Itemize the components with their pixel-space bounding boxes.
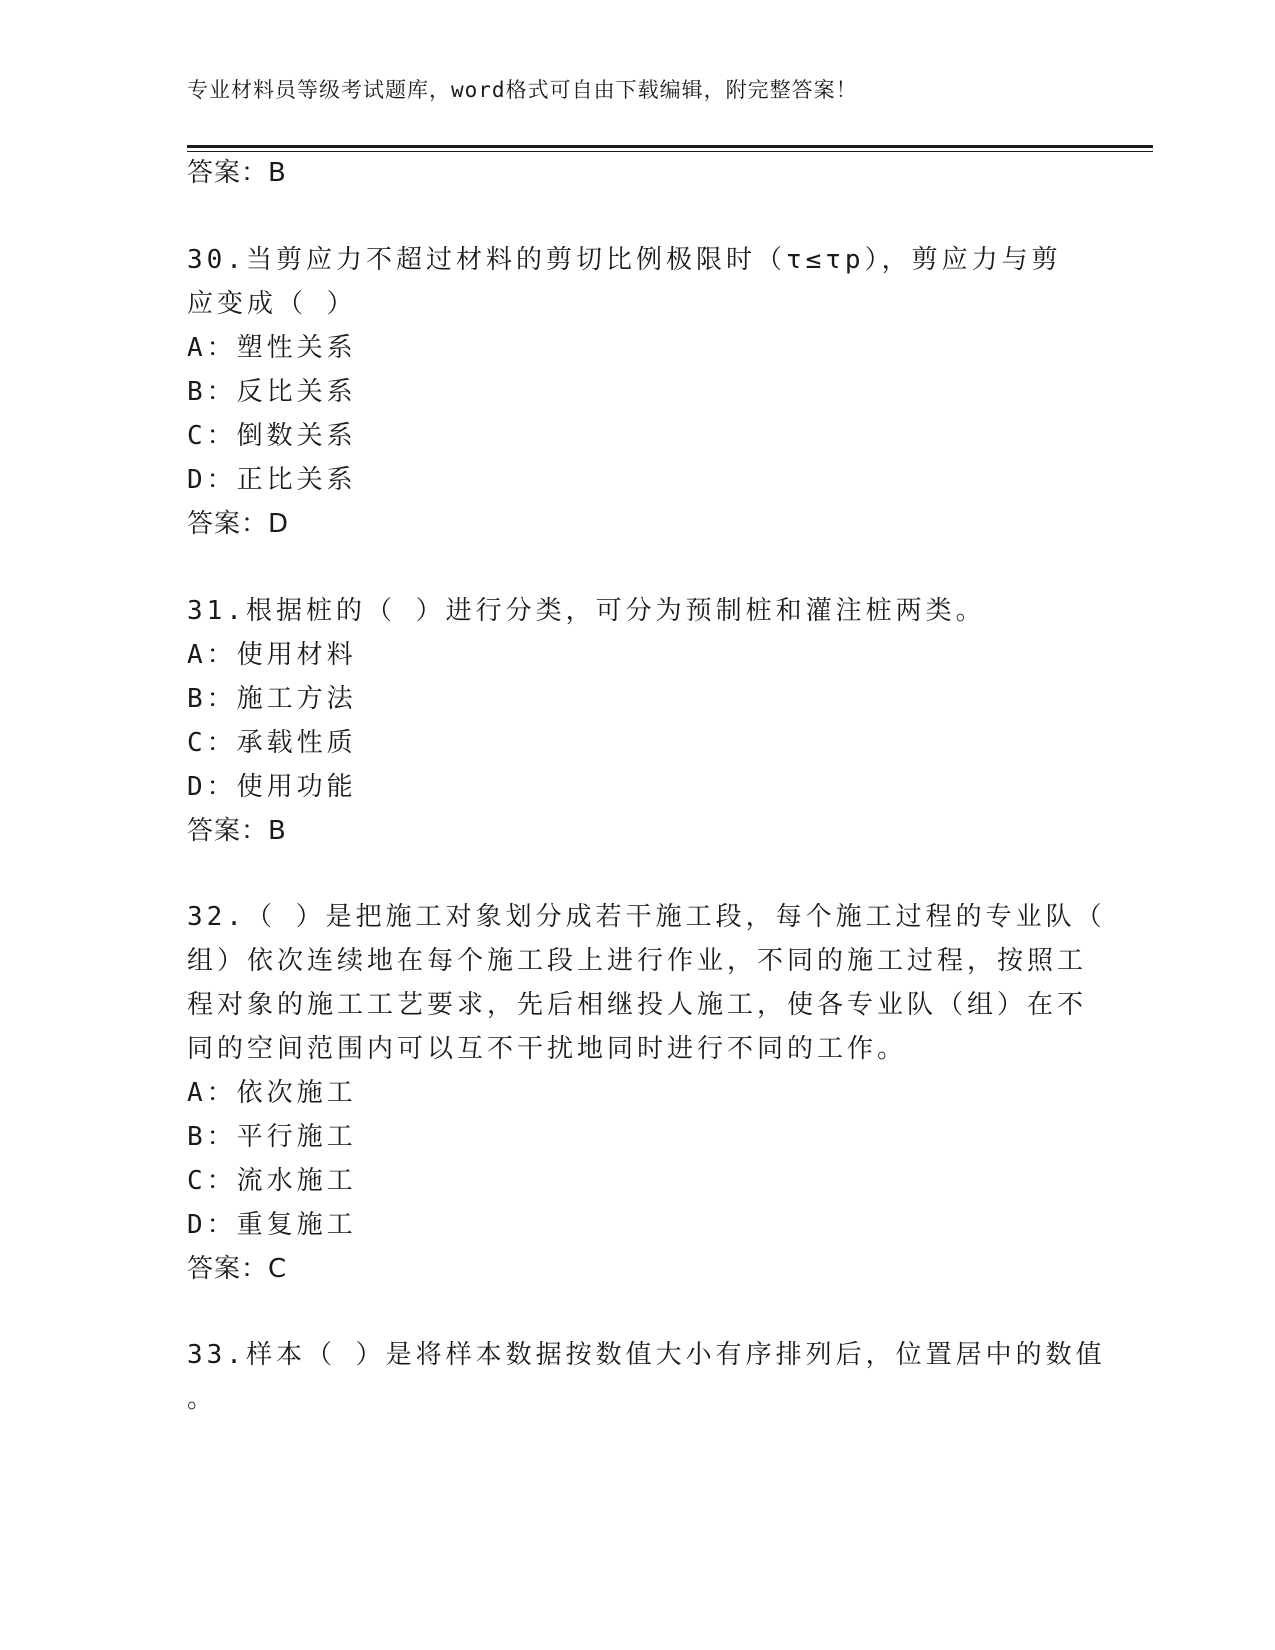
header-rule-thin <box>187 151 1153 152</box>
question-31-option-c: C：承载性质 <box>187 728 357 758</box>
header-rule-thick <box>187 145 1153 148</box>
question-31-option-d: D：使用功能 <box>187 772 357 802</box>
question-32-stem-line-4: 同的空间范围内可以互不干扰地同时进行不同的工作。 <box>187 1034 908 1064</box>
question-31-option-b: B：施工方法 <box>187 684 357 714</box>
question-32-option-d: D：重复施工 <box>187 1210 357 1240</box>
question-32-option-b: B：平行施工 <box>187 1122 357 1152</box>
question-33-stem-line-1: 33.样本（ ）是将样本数据按数值大小有序排列后，位置居中的数值 <box>187 1340 1106 1370</box>
question-32-option-a: A：依次施工 <box>187 1078 357 1108</box>
answer-prev: 答案：B <box>187 158 287 188</box>
question-30-option-b: B：反比关系 <box>187 377 357 407</box>
question-32-stem-line-2: 组）依次连续地在每个施工段上进行作业，不同的施工过程，按照工 <box>187 946 1088 976</box>
question-30-stem-line-2: 应变成（ ） <box>187 289 357 319</box>
question-31-option-a: A：使用材料 <box>187 640 357 670</box>
page-header: 专业材料员等级考试题库，word格式可自由下载编辑，附完整答案！ <box>187 78 858 102</box>
question-32-stem-line-3: 程对象的施工工艺要求，先后相继投人施工，使各专业队（组）在不 <box>187 990 1088 1020</box>
question-30-stem-line-1: 30.当剪应力不超过材料的剪切比例极限时（τ≤τp），剪应力与剪 <box>187 245 1062 275</box>
question-30-option-c: C：倒数关系 <box>187 421 357 451</box>
question-30-option-d: D：正比关系 <box>187 465 357 495</box>
question-32-answer: 答案：C <box>187 1254 288 1284</box>
question-32-option-c: C：流水施工 <box>187 1166 357 1196</box>
question-31-answer: 答案：B <box>187 816 287 846</box>
question-31-stem-line-1: 31.根据桩的（ ）进行分类，可分为预制桩和灌注桩两类。 <box>187 596 986 626</box>
question-30-option-a: A：塑性关系 <box>187 333 357 363</box>
question-33-stem-line-2: 。 <box>187 1384 218 1414</box>
question-30-answer: 答案：D <box>187 509 290 539</box>
question-32-stem-line-1: 32.（ ）是把施工对象划分成若干施工段，每个施工过程的专业队（ <box>187 902 1106 932</box>
